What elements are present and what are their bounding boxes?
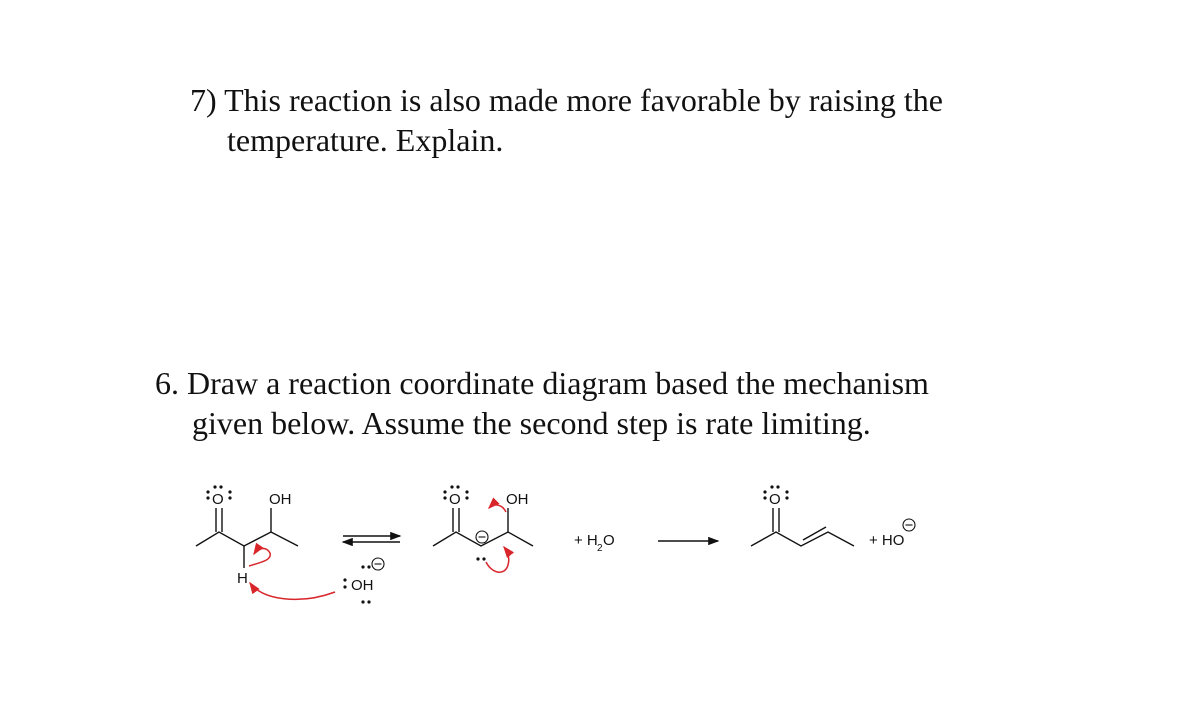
equilibrium-arrows [343,536,400,542]
electron-push-arrow-2 [486,547,509,572]
hydroxide-base [343,558,384,604]
question-7 [190,80,1090,160]
leaving-group-arrow [489,505,506,512]
water-subscript: 2 [597,543,603,554]
product-molecule [751,485,854,546]
water-prefix: + H [574,532,598,549]
intermediate-molecule [433,485,533,572]
question-6-line-2: given below. Assume the second step is rate limiting. [192,405,871,441]
hydroxide-byproduct-label: + HO [869,532,905,549]
question-7-line-2: temperature. Explain. [227,122,504,158]
reactant-molecule [196,485,335,599]
reactant-oxygen: O [212,491,224,508]
hydroxide-label: OH [351,577,374,594]
deprotonation-arrow [250,583,335,599]
product-oxygen: O [769,491,781,508]
intermediate-oxygen: O [449,491,461,508]
reaction-mechanism [0,470,1179,650]
intermediate-hydroxyl: OH [506,491,529,508]
electron-push-arrow-1 [249,549,270,566]
water-byproduct [574,532,615,554]
reactant-alpha-hydrogen: H [237,570,248,587]
question-6-line-1: 6. Draw a reaction coordinate diagram based the mechanism [155,365,929,401]
reactant-hydroxyl: OH [269,491,292,508]
question-7-line-1: 7) This reaction is also made more favorable by raising the [190,82,943,118]
question-6 [155,363,1115,443]
water-suffix: O [603,532,615,549]
hydroxide-byproduct [869,519,915,549]
